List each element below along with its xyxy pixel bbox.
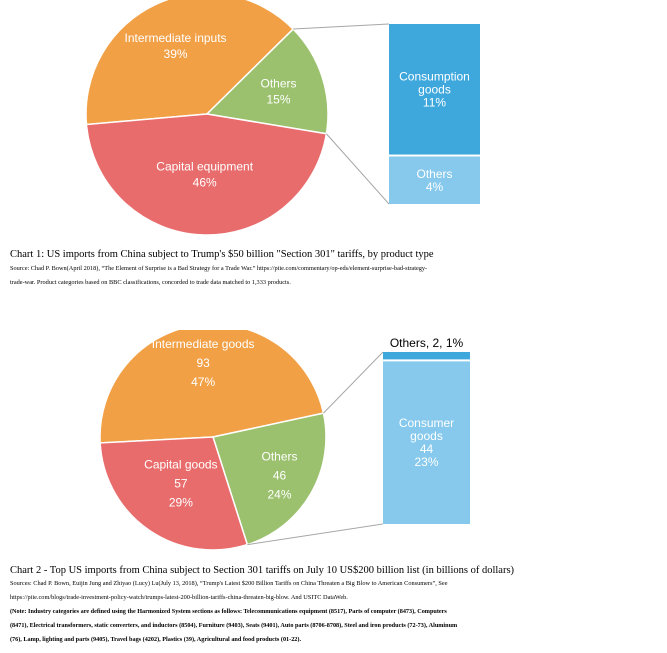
chart1-source-line1: Source: Chad P. Bown(April 2018), “The Element of Surprise is a Bad Strategy for a Trade War.” https://piie.com/commentary/op-eds/element-surprise-bad-strategy- bbox=[10, 265, 428, 272]
chart1-source-line2: trade-war. Product categories based on BBC classifications, concorded to trade data matched to 1,333 products. bbox=[10, 279, 291, 286]
c1-slice-label-others-0: Others bbox=[260, 76, 297, 91]
chart2-source-line2: https://piie.com/blogs/trade-investment-policy-watch/trumps-latest-200-billion-tariffs-china-threaten-big-blow. And USITC DataWeb. bbox=[10, 594, 348, 601]
c1-slice-label-intermediate-inputs-0: Intermediate inputs bbox=[124, 30, 227, 45]
c2-bar-others bbox=[383, 352, 470, 359]
c2-breakdown-top-label: Others, 2, 1% bbox=[389, 336, 464, 350]
c1-slice-label-capital-equipment-1: 46% bbox=[192, 175, 217, 190]
chart1-title: Chart 1: US imports from China subject to Trump's $50 billion "Section 301" tariffs, by product type bbox=[10, 249, 434, 260]
chart2-pie-chart bbox=[0, 330, 667, 562]
c1-bar-label-consumption-goods-1: goods bbox=[418, 82, 451, 97]
chart2-title: Chart 2 - Top US imports from China subject to Section 301 tariffs on July 10 US$200 billion list (in billions of dollars) bbox=[10, 565, 515, 576]
c2-bar-label-consumer-goods-2: 44 bbox=[419, 442, 434, 457]
c2-bar-label-consumer-goods-1: goods bbox=[410, 429, 443, 444]
c2-slice-label-intermediate-goods-2: 47% bbox=[191, 375, 216, 390]
c1-bar-label-others-1: 4% bbox=[425, 179, 444, 194]
chart2-source-line1: Sources: Chad P. Bown, Euijin Jung and Zhiyao (Lucy) Lu(July 13, 2018), “Trump's Latest $200 Billion Tariffs on China Threaten a Big Blow to American Consumers”, See bbox=[10, 580, 448, 587]
chart2-note-line3: (76), Lamp, lighting and parts (9405), Travel bags (4202), Plastics (39), Agricultural and food products (01-22). bbox=[10, 636, 301, 643]
c1-slice-label-others-1: 15% bbox=[266, 92, 291, 107]
c2-slice-label-others-0: Others bbox=[261, 449, 298, 464]
c2-slice-label-capital-goods-2: 29% bbox=[168, 495, 193, 510]
c2-bar-label-consumer-goods-3: 23% bbox=[414, 455, 439, 470]
chart2-note-line2: (8471), Electrical transformers, static converters, and inductors (8504), Furniture (9403), Seats (9401), Auto parts (8706-8708), Steel and iron products (72-73), Aluminum bbox=[10, 622, 458, 629]
c1-connector-bottom bbox=[326, 134, 389, 204]
c2-slice-label-others-1: 46 bbox=[272, 468, 287, 483]
c2-slice-label-intermediate-goods-1: 93 bbox=[196, 356, 210, 371]
c2-slice-label-intermediate-goods-0: Intermediate goods bbox=[151, 337, 255, 352]
c1-bar-label-others-0: Others bbox=[416, 166, 453, 181]
c2-bar-label-consumer-goods-0: Consumer bbox=[398, 416, 455, 431]
c2-slice-label-capital-goods-1: 57 bbox=[174, 476, 188, 491]
c1-bar-label-consumption-goods-0: Consumption bbox=[399, 69, 470, 84]
c2-slice-label-capital-goods-0: Capital goods bbox=[144, 457, 218, 472]
c1-connector-top bbox=[293, 24, 389, 29]
c2-connector-top bbox=[323, 352, 383, 413]
c1-slice-label-capital-equipment-0: Capital equipment bbox=[156, 159, 254, 174]
c1-slice-label-intermediate-inputs-1: 39% bbox=[163, 46, 188, 61]
chart1-pie-chart bbox=[0, 0, 667, 245]
c1-bar-label-consumption-goods-2: 11% bbox=[422, 95, 447, 110]
c2-slice-label-others-2: 24% bbox=[267, 487, 292, 502]
chart2-note-line1: (Note: Industry categories are defined using the Harmonized System sections as follows: Telecommunications equipment (8517), Parts of computer (8473), Computers bbox=[10, 608, 447, 615]
